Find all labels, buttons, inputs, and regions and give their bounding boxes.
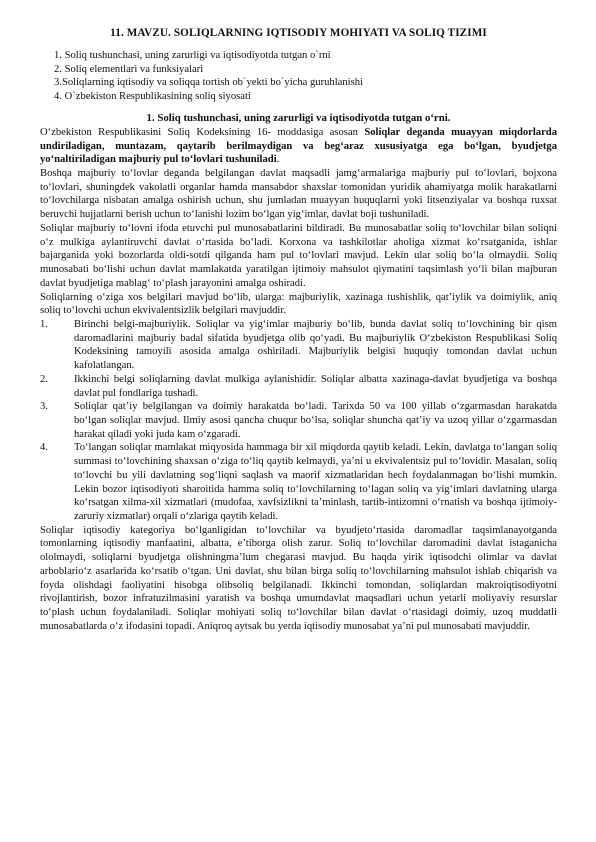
item-text: Birinchi belgi-majburiylik. Soliqlar va yig‘imlar majburiy bo‘lib, bunda davlat soliq to‘lovchining bir qism daromadlarini majburiy badal sifatida byudjetga olib qo‘yadi. Bu majburiylik O‘zbekiston Respublikasi Soliq Kodeksining tamoyili asosida amalga oshiriladi. Majburiylik belgisi huquqiy tomondan davlat uchun kafolatlangan. — [74, 318, 557, 372]
paragraph-tax-features: Soliqlarning o‘ziga xos belgilari mavjud bo‘lib, ularga: majburiylik, xazinaga tushishlik, qat’iylik va doimiylik, aniq soliq to‘lovchi uchun ekvivalentsizlik belgilari mavjuddir. — [40, 291, 557, 317]
paragraph-economic-category: Soliqlar iqtisodiy kategoriya bo‘lganligidan to‘lovchilar va byudjeto‘rtasida daromadlar taqsimlanayotganda tomonlarning iqtisodiy manfaatini, albatta, e’tiborga olish zarur. Soliq to‘lovchilar daromadini davlat istaganicha ololmaydi, soliqlarni byudjetga olishningma’lum chegarasi mavjud. Bu haqda yirik iqtisodchi olimlar va davlat arboblario‘z asarlarida ko‘rsatib o‘tgan. Uni davlat, shu bilan birga soliq to‘lovchilarning mahsulot ishlab chiqarish va foyda olishdagi faoliyatini hisobga olibsoliq belgilanadi. Ikkinchi tomondan, soliqlardan makroiqtisodiyotni rivojlantirish, bozor infratuzilmasini yaratish va boshqa umumdavlat maqsadlari uchun yetarli moliyaviy resurslar to‘plash uchun foydalaniladi. Soliqlar mohiyati soliq to‘lovchilar bilan davlat o‘rtasidagi doimiy, uzoq muddatli munosabatlarda o‘z ifodasini topadi. Aniqroq aytsak bu yerda iqtisodiy munosabat ya’ni pul munosabati mavjuddir. — [40, 524, 557, 632]
numbered-item — [40, 441, 557, 523]
item-number: 2. — [40, 373, 48, 385]
document-page — [40, 26, 557, 633]
toc-item: 2. Soliq elementlari va funksiyalari — [54, 63, 204, 75]
item-text: To‘langan soliqlar mamlakat miqyosida hammaga bir xil miqdorda qaytib keladi. Lekin, davlatga to‘langan soliq summasi to‘lovchining shaxsan o‘ziga to‘liq qaytib kelmaydi, ya’ni u ekvivalentsiz pul to‘lovidir. Masalan, soliq to‘lovchi bu yili davlatning sog‘liqni saqlash va maorif xizmatlaridan hech foydalanmagan bo‘lishi mumkin. Lekin bozor iqtisodiyoti sharoitida hamma soliq to‘lovchilarning to‘lagan soliq va yig‘imlari davlatning ularga ko‘rsatgan xilma-xil xizmatlari (mudofaa, xavfsizlikni ta’minlash, tartib-intizomni o‘rnatish va boshqa ijtimoiy-zaruriy xizmatlar) orqali o‘zlariga qaytib keladi. — [74, 442, 557, 522]
section-heading: 1. Soliq tushunchasi, uning zarurligi va iqtisodiyotda tutgan o‘rni. — [146, 112, 451, 125]
toc-item: 3.Soliqlarning iqtisodiy va soliqqa tortish ob`yekti bo`yicha guruhlanishi — [54, 77, 363, 89]
definition-end: . — [276, 154, 280, 166]
toc-item: 1. Soliq tushunchasi, uning zarurligi va iqtisodiyotda tutgan o`rni — [54, 50, 331, 61]
numbered-item — [40, 318, 557, 373]
paragraph-definition — [40, 126, 557, 167]
table-of-contents — [40, 49, 557, 103]
item-number: 1. — [40, 318, 48, 330]
paragraph-other-payments: Boshqa majburiy to‘lovlar deganda belgilangan davlat maqsadli jamg‘armalariga majburiy pul to‘lovlari, bojxona to‘lovlari, shuningdek vakolatli organlar hamda mansabdor shaxslar tomonidan yuridik ahamiyatga molik harakatlarni to‘lovchilarga nisbatan amalga oshirish uchun, shu jumladan muayyan huquqlarni yoki litsenziyalar va boshqa ruxsat beruvchi hujjatlarni berish uchun to‘lanishi lozim bo‘lgan yig‘imlar, davlat boji tushuniladi. — [40, 168, 557, 221]
numbered-item — [40, 400, 557, 441]
definition-intro: O‘zbekiston Respublikasini Soliq Kodeksining 16- moddasiga asosan — [40, 126, 365, 138]
page-title: 11. MAVZU. SOLIQLARNING IQTISODIY MOHIYATI VA SOLIQ TIZIMI — [110, 27, 487, 39]
toc-item: 4. O`zbekiston Respublikasining soliq siyosati — [54, 90, 251, 102]
definition-bold: Soliqlar deganda muayyan miqdorlarda undiriladigan, muntazam, qaytarib berilmaydigan va beg‘araz xususiyatga ega bo‘lgan, byudjetga yo‘naltiriladigan majburiy pul to‘lovlari tushuniladi — [40, 126, 557, 166]
numbered-item — [40, 373, 557, 400]
item-number: 3. — [40, 401, 48, 413]
item-number: 4. — [40, 442, 48, 454]
paragraph-tax-relations: Soliqlar majburiy to‘lovni ifoda etuvchi pul munosabatlarini bildiradi. Bu munosabatlar soliq to‘lovchilar bilan soliqni o‘z mulkiga aylantiruvchi davlat o‘rtasida bo‘ladi. Korxona va tashkilotlar aholiga xizmat ko‘rsatganida, ishlar bajarganida yoki bozorlarda oldi-sotdi qilganda ham pul to‘lovlari mavjud. Lekin ular soliq bo‘la olmaydii. Soliq munosabati bo‘lishi uchun davlat mamlakatda yaratilgan ijtimoiy mahsulot qiymatini taqsimlash yo‘li bilan majburan davlat byudjetiga mablag‘ to‘plash jarayonini amalga oshiradi. — [40, 222, 557, 289]
item-text: Ikkinchi belgi soliqlarning davlat mulkiga aylanishidir. Soliqlar albatta xazinaga-davlat byudjetiga va boshqa davlat pul fondlariga tushadi. — [74, 373, 557, 399]
item-text: Soliqlar qat’iy belgilangan va doimiy harakatda bo‘ladi. Tarixda 50 va 100 yillab o‘zgarmasdan harakatda bo‘lgan soliqlar mavjud. Ilmiy asosi qancha chuqur bo‘lsa, soliqlar shuncha qat’iy va uzoq yillar o‘zgarmasdan harakat qiladi yoki juda kam o‘zgaradi. — [74, 401, 557, 440]
